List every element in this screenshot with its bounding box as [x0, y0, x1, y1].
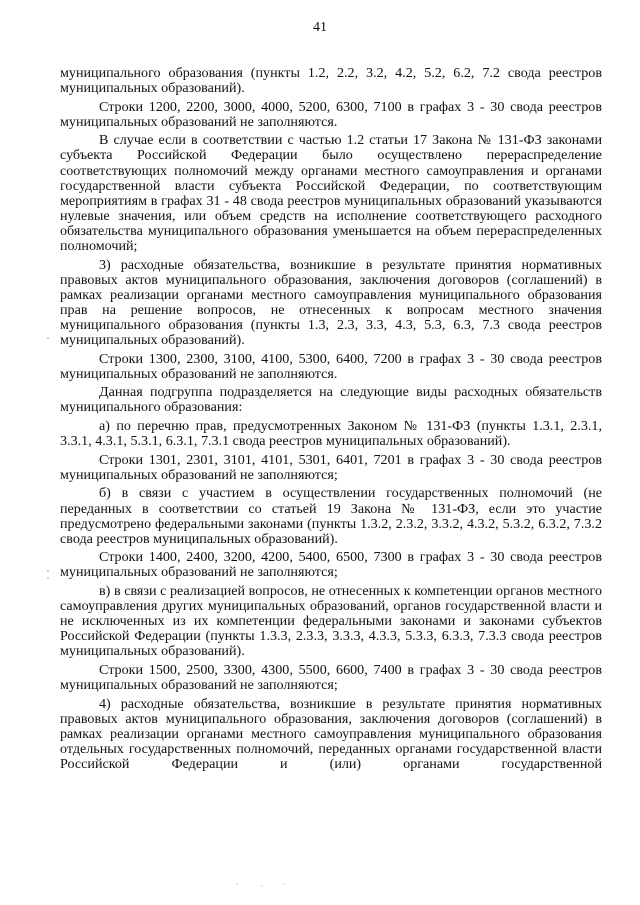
paragraph: Данная подгруппа подразделяется на следующие виды расходных обязательств муниципального образования:	[60, 384, 602, 416]
paragraph: Строки 1301, 2301, 3101, 4101, 5301, 6401, 7201 в графах 3 - 30 свода реестров муниципальных образований не заполняются;	[60, 451, 602, 483]
page-number: 41	[312, 19, 328, 35]
paragraph: а) по перечню прав, предусмотренных Законом № 131-ФЗ (пункты 1.3.1, 2.3.1, 3.3.1, 4.3.1, 5.3.1, 6.3.1, 7.3.1 свода реестров муниципальных образований).	[60, 418, 602, 450]
paragraph: В случае если в соответствии с частью 1.2 статьи 17 Закона № 131-ФЗ законами субъекта Российской Федерации было осуществлено перераспределение соответствующих полномочий между органами местного самоуправления и органами государственной власти субъекта Российской Федерации, по соответствующим мероприятиям в графах 31 - 48 свода реестров муниципальных образований указываются нулевые значения, или объем средств на исполнение соответствующего расходного обязательства муниципального образования уменьшается на объем перераспределенных полномочий;	[60, 132, 602, 255]
paragraph: в) в связи с реализацией вопросов, не отнесенных к компетенции органов местного самоуправления других муниципальных образований, органов государственной власти и не исключенных из их компетенции федеральными законами и законами субъектов Российской Федерации (пункты 1.3.3, 2.3.3, 3.3.3, 4.3.3, 5.3.3, 6.3.3, 7.3.3 свода реестров муниципальных образований).	[60, 583, 602, 660]
paragraph: б) в связи с участием в осуществлении государственных полномочий (не переданных в соответствии со статьей 19 Закона № 131-ФЗ, если это участие предусмотрено федеральными законами (пункты 1.3.2, 2.3.2, 3.3.2, 4.3.2, 5.3.2, 6.3.2, 7.3.2 свода реестров муниципальных образований).	[60, 485, 602, 547]
paragraph: 3) расходные обязательства, возникшие в результате принятия нормативных правовых актов муниципального образования, заключения договоров (соглашений) в рамках реализации органами местного самоуправления муниципального образования прав на решение вопросов, не отнесенных к вопросам местного значения муниципального образования (пункты 1.3, 2.3, 3.3, 4.3, 5.3, 6.3, 7.3 свода реестров муниципальных образований).	[60, 256, 602, 349]
paragraph: 4) расходные обязательства, возникшие в результате принятия нормативных правовых актов муниципального образования, заключения договоров (соглашений) в рамках реализации органами местного самоуправления муниципального образования отдельных государственных полномочий, переданных органами государственной власти Российской Федерации и (или) органами государственной	[60, 695, 602, 773]
paragraph: Строки 1300, 2300, 3100, 4100, 5300, 6400, 7200 в графах 3 - 30 свода реестров муниципальных образований не заполняются.	[60, 350, 602, 382]
paragraph: муниципального образования (пункты 1.2, 2.2, 3.2, 4.2, 5.2, 6.2, 7.2 свода реестров муниципальных образований).	[60, 65, 602, 97]
paragraph: Строки 1200, 2200, 3000, 4000, 5200, 6300, 7100 в графах 3 - 30 свода реестров муниципальных образований не заполняются.	[60, 98, 602, 130]
paragraph: Строки 1500, 2500, 3300, 4300, 5500, 6600, 7400 в графах 3 - 30 свода реестров муниципальных образований не заполняются;	[60, 661, 602, 694]
paragraph: Строки 1400, 2400, 3200, 4200, 5400, 6500, 7300 в графах 3 - 30 свода реестров муниципальных образований не заполняются;	[60, 549, 602, 581]
